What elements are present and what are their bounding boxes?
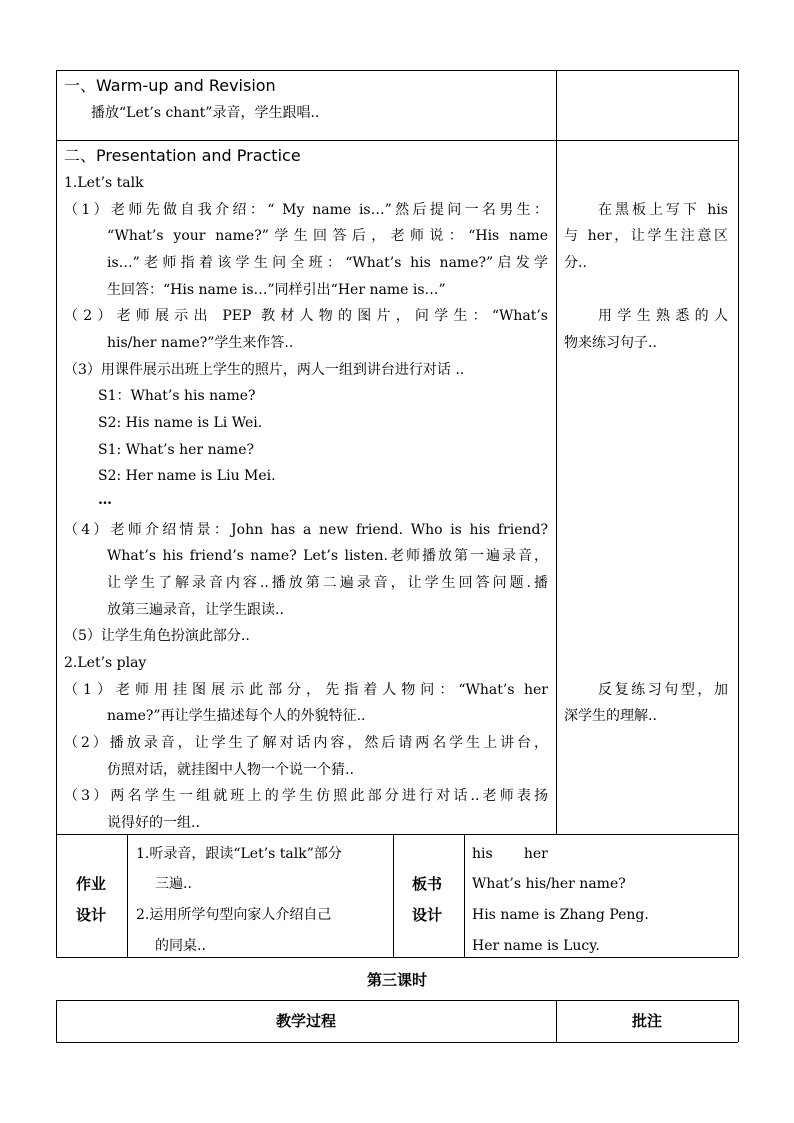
play-line: （2）播放录音，让学生了解对话内容，然后请两名学生上讲台， (64, 735, 548, 751)
note-line: 反复练习句型，加 (598, 682, 728, 698)
lesson3-border-right (738, 1000, 739, 1042)
dialog-line: S2: His name is Li Wei. (98, 415, 263, 431)
play-line: 仿照对话，就挂图中人物一个说一个猜.. (107, 762, 354, 778)
talk-line: 让学生了解录音内容..播放第二遍录音，让学生回答问题.播 (107, 575, 548, 591)
talk-line: （3）用课件展示出班上学生的照片，两人一组到讲台进行对话 .. (64, 362, 465, 378)
talk-line: “What’s your name?”学生回答后，老师说：“His name (107, 228, 548, 244)
note-line: 在黑板上写下 his (598, 202, 728, 218)
homework-label-divider (127, 834, 128, 957)
lesson3-border-bottom (56, 1042, 738, 1043)
notes-column-divider (556, 70, 557, 834)
lesson3-border-top (56, 1000, 738, 1001)
lesson3-col-process: 教学过程 (275, 1012, 336, 1030)
talk-line: （5）让学生角色扮演此部分.. (64, 628, 250, 644)
homework-item: 2.运用所学句型向家人介绍自己 (136, 907, 332, 923)
dialog-line: S1：What’s his name? (98, 388, 256, 404)
talk-line: is…”老师指着该学生问全班：“What’s his name?”启发学 (107, 255, 548, 271)
talk-line: What’s his friend’s name? Let’s listen.老师播放第一遍录音， (107, 548, 548, 564)
table-border-left (56, 70, 57, 957)
table-divider-2 (56, 834, 738, 835)
homework-label: 作业 (76, 875, 107, 893)
note-line: 深学生的理解.. (564, 708, 657, 724)
talk-line: 放第三遍录音，让学生跟读.. (107, 602, 284, 618)
table-border-bottom (56, 957, 738, 958)
homework-label: 设计 (76, 906, 107, 924)
talk-line: （1）老师先做自我介绍：“ My name is…”然后提问一名男生： (64, 202, 548, 218)
board-label-right-divider (464, 834, 465, 957)
board-line: Her name is Lucy. (472, 938, 600, 954)
board-label: 板书 (412, 875, 443, 893)
play-title: 2.Let’s play (64, 655, 147, 671)
talk-title: 1.Let’s talk (64, 175, 144, 191)
lesson3-title: 第三课时 (366, 971, 427, 989)
table-border-right (738, 70, 739, 957)
table-border-top (56, 70, 738, 71)
play-line: 说得好的一组.. (107, 815, 200, 831)
section1-line: 播放“Let’s chant”录音，学生跟唱.. (91, 105, 320, 121)
dialog-line: S2: Her name is Liu Mei. (98, 468, 276, 484)
dialog-ellipsis: … (98, 492, 112, 508)
homework-item: 1.听录音，跟读“Let’s talk”部分 (136, 846, 342, 862)
board-label: 设计 (412, 906, 443, 924)
play-line: name?”再让学生描述每个人的外貌特征.. (107, 708, 366, 724)
talk-line: his/her name?”学生来作答.. (107, 335, 294, 351)
note-line: 分.. (564, 255, 587, 271)
table-divider-1 (56, 140, 738, 141)
note-line: 与 her，让学生注意区 (564, 228, 728, 244)
homework-item: 三遍.. (155, 876, 192, 892)
board-line: What’s his/her name? (472, 876, 626, 892)
talk-line: （4）老师介绍情景：John has a new friend. Who is his friend? (64, 522, 548, 538)
dialog-line: S1: What’s her name? (98, 442, 255, 458)
play-line: （3）两名学生一组就班上的学生仿照此部分进行对话..老师表扬 (64, 788, 548, 804)
board-line: his her (472, 846, 548, 862)
play-line: （1）老师用挂图展示此部分，先指着人物问：“What’s her (64, 682, 548, 698)
board-label-left-divider (393, 834, 394, 957)
homework-item: 的同桌.. (155, 938, 206, 954)
note-line: 物来练习句子.. (564, 335, 657, 351)
talk-line: 生回答：“His name is…”同样引出“Her name is…” (107, 282, 446, 298)
talk-line: （2）老师展示出 PEP 教材人物的图片，问学生：“What’s (64, 308, 548, 324)
lesson3-col-notes: 批注 (631, 1012, 662, 1030)
section2-heading: 二、Presentation and Practice (64, 146, 301, 165)
board-line: His name is Zhang Peng. (472, 907, 649, 923)
section1-heading: 一、Warm-up and Revision (64, 76, 276, 95)
note-line: 用学生熟悉的人 (598, 308, 728, 324)
